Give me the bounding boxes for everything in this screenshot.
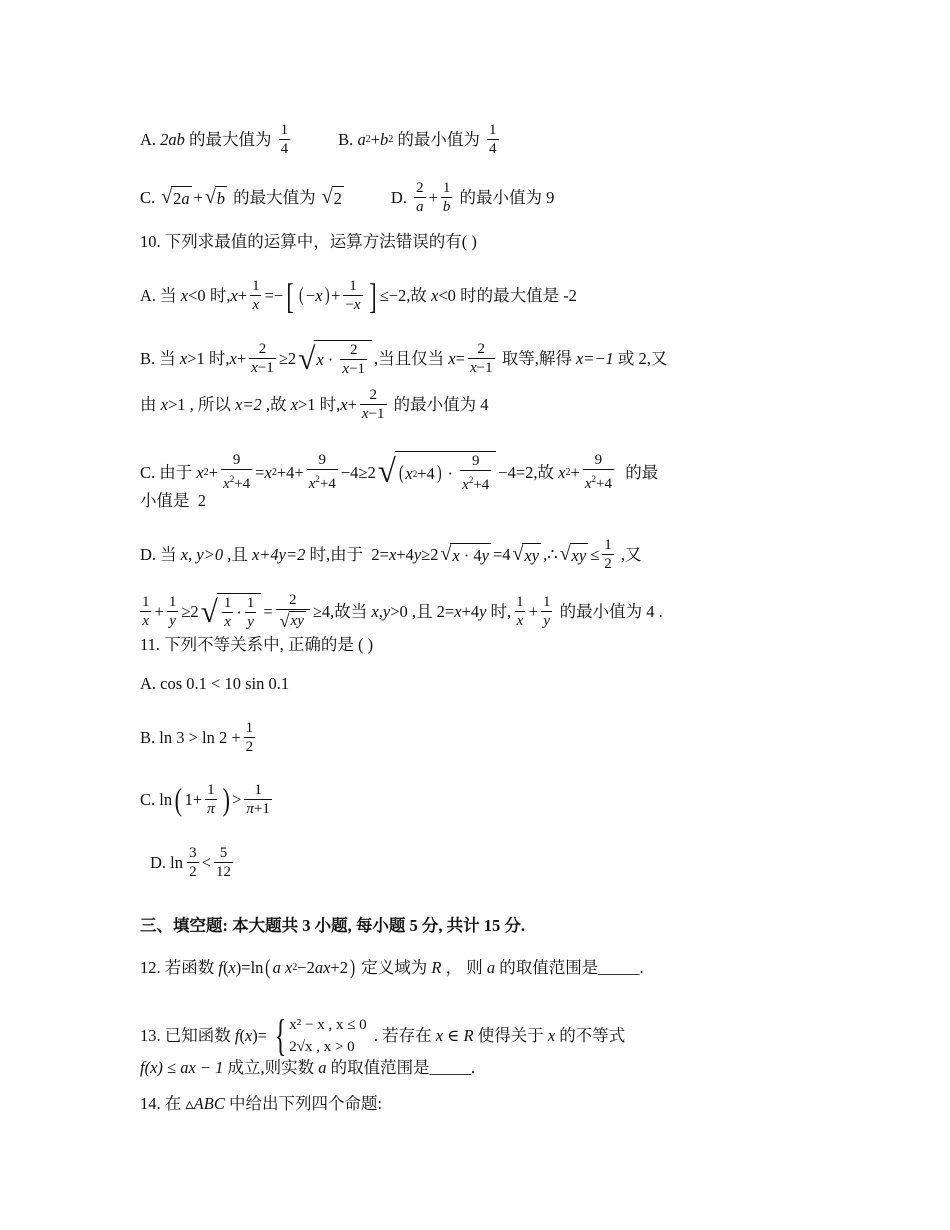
q11-option-b: B. ln 3 > ln 2 + $\frac{1}{2}$ [140,720,254,755]
q10-option-d: D. 当 x, y>0 ,且 x+4y=2 时,由于 2= x +4 y ≥2 √ x · 4 y =4 √ xy ,∴ √ xy ≤ $\frac{1}{2}$ ,又 [140,537,642,572]
q10-option-d-line2: $\frac{1}{x}$ + $\frac{1}{y}$ ≥2 √ $\frac{1}{x}$ · $\frac{1}{y}$ = 2 √ xy ≥4 ,故当 x , y >0 ,且 2= x +4 y 时, $\frac{1}{x}$ + $\frac{1}{y}$ 的最小值为 4 . [142,592,663,631]
q9-options-cd: C. √ 2 a + √ b 的最大值为 √ 2 D. $\frac{2}{a}$ + $\frac{1}{b}$ 的最小值为 9 [140,180,555,215]
q10-option-b: B. 当 x >1 时, x + $\frac{2}{x-1}$ ≥2 √ x · $\frac{2}{x-1}$ ,当且仅当 x = $\frac{2}{x-1}$ 取等,解得 x=−1 或 2,又 [140,341,668,377]
q11-stem: 11. 下列不等关系中, 正确的是 ( ) [140,635,374,654]
q9-b-text: 的最小值为 [397,130,480,149]
q11-option-d: D. ln $\frac{3}{2}$ < $\frac{5}{12}$ [150,845,231,880]
q9-a-text: 的最大值为 [189,130,272,149]
q10-option-c-line2: 小值是 2 [140,491,206,510]
q11-option-c: C. ln ( 1+ $\frac{1}{\pi}$ ) > $\frac{1}{\pi+1}$ [140,782,270,818]
q13-line2: f(x) ≤ ax − 1 成立,则实数 a 的取值范围是_____. [140,1058,476,1077]
q9-a-fraction: $\frac{1}{4}$ [280,122,289,157]
q9-c-label: C. [140,188,156,207]
piecewise-function: { x² − x , x ≤ 0 2√x , x > 0 [274,1011,367,1060]
q9-options-ab: A. 2ab 的最大值为 $\frac{1}{4}$ B. a 2 + b 2 的最小值为 $\frac{1}{4}$ [140,122,497,157]
q9-b-fraction: $\frac{1}{4}$ [489,122,497,157]
q9-d-value: 9 [546,188,555,207]
q9-d-text: 的最小值为 [459,188,543,207]
q9-d-label: D. [390,188,407,207]
q10-option-b-line2: 由 x >1 , 所以 x=2 ,故 x >1 时, x + $\frac{2}{x-1}$ 的最小值为 4 [140,387,489,422]
q14: 14. 在 ▵ABC 中给出下列四个命题: [140,1094,383,1113]
q9-b-label: B. [338,130,354,149]
q12: 12. 若函数 f ( x ) =ln ( a x 2 −2 ax +2 ) 定义域为 R ， 则 a 的取值范围是_____. [140,955,644,980]
q10-stem: 10. 下列求最值的运算中，运算方法错误的有( ) [140,232,477,251]
q13: 13. 已知函数 f ( x )= { x² − x , x ≤ 0 2√x , x > 0 . 若存在 x ∈ R 使得关于 x 的不等式 [140,1011,626,1060]
q11-option-a: A. cos 0.1 < 10 sin 0.1 [140,674,290,693]
q9-c-text: 的最大值为 [233,188,316,207]
section-3-heading: 三、填空题: 本大题共 3 小题, 每小题 5 分, 共计 15 分. [140,916,525,935]
q10-option-c: C. 由于 x 2 + $\frac{9}{x^2+4}$ = x 2 +4+ $\frac{9}{x^2+4}$ −4≥2 √ ( x 2 +4 ) · $\frac{9}{x^2+4}$ −4=2 ,故 x 2 + $\frac{9}{x^2+4}$ 的最 [140,452,659,493]
q9-a-label: A. [140,130,157,149]
q10-option-a: A. 当 x <0 时, x + $\frac{1}{x}$ =− [ ( − x ) + $\frac{1}{-x}$ ] ≤−2 ,故 x <0 时的最大值是 -2 [140,276,577,316]
